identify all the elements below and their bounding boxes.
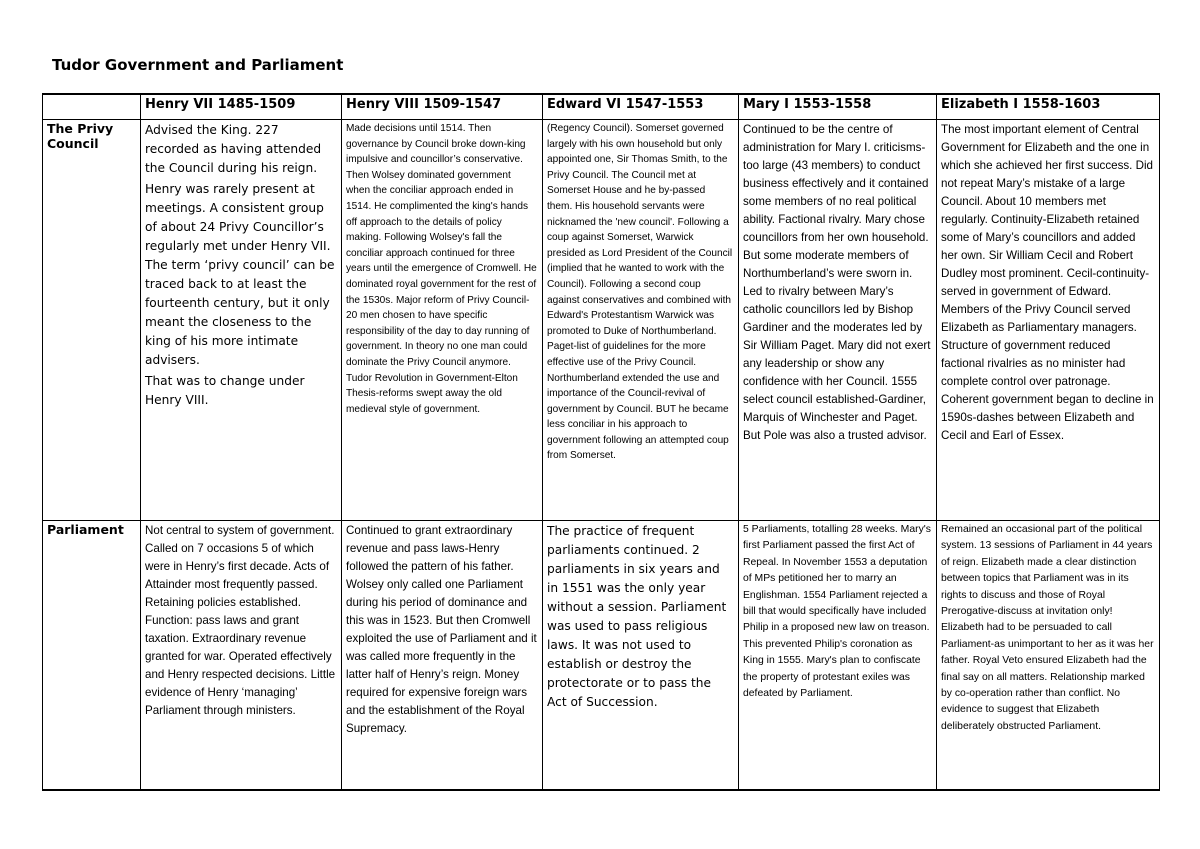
row-privy-council	[43, 120, 1160, 521]
document-title: Tudor Government and Parliament	[52, 56, 344, 74]
cell-parliament-henry-vii	[141, 521, 342, 791]
header-edward-vi: Edward VI 1547-1553	[543, 94, 739, 120]
cell-parliament-henry-viii	[342, 521, 543, 791]
cell-paragraph: That was to change under Henry VIII.	[145, 374, 305, 407]
cell-paragraph: (Regency Council). Somerset governed largely with his own household but only appointed one, Sir Thomas Smith, to the Privy Council. The Council met at Somerset House and he by-passed them. His household servants were nicknamed the 'new council'. Following a coup against Somerset, Warwick presided as Lord President of the Council (implied that he wanted to work with the Council). Following a second coup against conservatives and combined with Edward's Protestantism Warwick was promoted to Duke of Northumberland. Paget-list of guidelines for the more effective use of the Privy Council. Northumberland extended the use and importance of the Council-revival of government by Council. BUT he became less conciliar in his approach to government following an attempted coup from Somerset.	[547, 123, 733, 462]
cell-privy-council-elizabeth-i	[937, 120, 1160, 521]
header-row	[43, 94, 1160, 120]
cell-paragraph: Continued to grant extraordinary revenue and pass laws-Henry followed the pattern of his father. Wolsey only called one Parliament during his period of dominance and this was in 1523. But then Cromwell exploited the use of Parliament and it was called more frequently in the latter half of Henry’s reign. Money required for expensive foreign wars and the establishment of the Royal Supremacy.	[346, 524, 537, 735]
cell-paragraph: Henry was rarely present at meetings. A consistent group of about 24 Privy Councillor’s regularly met under Henry VII. The term ‘privy council’ can be traced back to at least the fourteenth century, but it only meant the closeness to the king of his more intimate advisers.	[145, 182, 335, 367]
cell-privy-council-henry-viii	[342, 120, 543, 521]
cell-paragraph: Continued to be the centre of administration for Mary I. criticisms-too large (43 members) to conduct business effectively and it contained some members of no real political ability. Factional rivalry. Mary chose councillors from her own household. But some moderate members of Northumberland’s were sworn in. Led to rivalry between Mary’s catholic councillors led by Bishop Gardiner and the moderates led by Sir William Paget. Mary did not exert any leadership or show any confidence with her Council. 1555 select council established-Gardiner, Marquis of Winchester and Paget. But Pole was also a trusted advisor.	[743, 123, 931, 442]
row-parliament	[43, 521, 1160, 791]
row-heading-privy-council: The Privy Council	[43, 120, 141, 521]
header-henry-vii: Henry VII 1485-1509	[141, 94, 342, 120]
cell-paragraph: The most important element of Central Government for Elizabeth and the one in which she achieved her first success. Did not repeat Mary’s mistake of a large Council. About 10 members met regularly. Continuity-Elizabeth retained some of Mary’s councillors and added her own. Sir William Cecil and Robert Dudley most prominent. Cecil-continuity-served in government of Edward. Members of the Privy Council served Elizabeth as Parliamentary managers. Structure of government reduced factional rivalries as no minister had complete control over patronage. Coherent government began to decline in 1590s-dashes between Elizabeth and Cecil and Earl of Essex.	[941, 123, 1154, 442]
header-corner	[43, 94, 141, 120]
header-henry-viii: Henry VIII 1509-1547	[342, 94, 543, 120]
tudor-comparison-table	[42, 93, 1160, 791]
cell-privy-council-mary-i	[739, 120, 937, 521]
cell-paragraph: The practice of frequent parliaments continued. 2 parliaments in six years and in 1551 was the only year without a session. Parliament was used to pass religious laws. It was not used to establish or destroy the protectorate or to pass the Act of Succession.	[547, 524, 727, 709]
cell-parliament-elizabeth-i	[937, 521, 1160, 791]
cell-paragraph: Advised the King. 227 recorded as having attended the Council during his reign.	[145, 123, 322, 175]
row-heading-parliament: Parliament	[43, 521, 141, 791]
cell-paragraph: Not central to system of government. Called on 7 occasions 5 of which were in Henry’s first decade. Acts of Attainder most frequently passed. Retaining policies established. Function: pass laws and grant taxation. Extraordinary revenue granted for war. Operated effectively and Henry respected decisions. Little evidence of Henry ‘managing’ Parliament through ministers.	[145, 524, 336, 717]
cell-privy-council-edward-vi	[543, 120, 739, 521]
header-mary-i: Mary I 1553-1558	[739, 94, 937, 120]
cell-parliament-mary-i	[739, 521, 937, 791]
cell-paragraph: 5 Parliaments, totalling 28 weeks. Mary's first Parliament passed the first Act of Repeal. In November 1553 a deputation of MPs petitioned her to marry an Englishman. 1554 Parliament rejected a bill that would specifically have included Philip in a proposed new law on treason. This prevented Philip's coronation as King in 1555. Mary's plan to confiscate the property of protestant exiles was defeated by Parliament.	[743, 524, 931, 700]
cell-paragraph: Made decisions until 1514. Then governance by Council broke down-king impulsive and councillor’s conservative. Then Wolsey dominated government when the conciliar approach ended in 1514. He complimented the king's hands off approach to the details of policy making. Following Wolsey's fall the conciliar approach continued for three years until the emergence of Cromwell. He dominated royal government for the rest of the 1530s. Major reform of Privy Council-20 men chosen to have specific responsibility of the day to day running of government. In theory no one man could dominate the Privy Council anymore. Tudor Revolution in Government-Elton Thesis-reforms swept away the old medieval style of government.	[346, 123, 537, 415]
header-elizabeth-i: Elizabeth I 1558-1603	[937, 94, 1160, 120]
cell-paragraph: Remained an occasional part of the political system. 13 sessions of Parliament in 44 years of reign. Elizabeth made a clear distinction between topics that Parliament was in its rights to discuss and those of Royal Prerogative-discuss at invitation only! Elizabeth had to be persuaded to call Parliament-as unimportant to her as it was her father. Royal Veto ensured Elizabeth had the final say on all matters. Relationship marked by co-operation rather than conflict. No evidence to suggest that Elizabeth deliberately obstructed Parliament.	[941, 524, 1154, 732]
cell-privy-council-henry-vii	[141, 120, 342, 521]
cell-parliament-edward-vi	[543, 521, 739, 791]
